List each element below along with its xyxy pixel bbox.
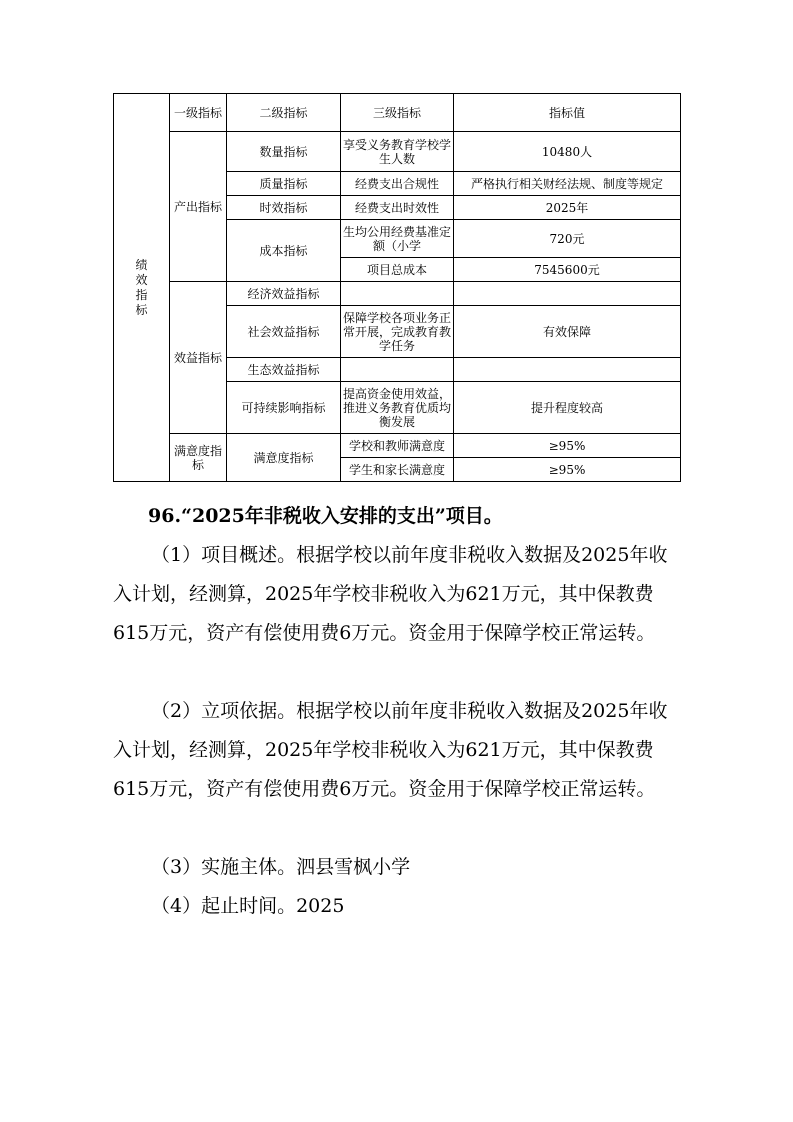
level2-cell: 成本指标: [227, 220, 341, 282]
value-cell: 2025年: [454, 196, 681, 220]
level1-output: 产出指标: [170, 132, 227, 282]
level2-cell: 满意度指标: [227, 434, 341, 482]
performance-indicator-cell: [114, 94, 170, 482]
level1-satisfaction: 满意度指标: [170, 434, 227, 482]
performance-indicator-table: [113, 93, 681, 482]
level2-cell: 可持续影响指标: [227, 382, 341, 434]
level3-cell: 保障学校各项业务正常开展，完成教育教学任务: [341, 306, 454, 358]
level3-cell: [341, 358, 454, 382]
header-level3: 三级指标: [341, 94, 454, 132]
table-row: [114, 434, 681, 458]
paragraph-entity: （3）实施主体。泗县雪枫小学: [151, 856, 411, 878]
paragraph-period: （4）起止时间。2025: [151, 895, 345, 917]
level3-cell: [341, 282, 454, 306]
level2-cell: 质量指标: [227, 172, 341, 196]
level2-cell: 社会效益指标: [227, 306, 341, 358]
value-cell: 提升程度较高: [454, 382, 681, 434]
level3-cell: 经费支出时效性: [341, 196, 454, 220]
table-row: [114, 282, 681, 306]
level3-cell: 学生和家长满意度: [341, 458, 454, 482]
value-cell: ≥95%: [454, 458, 681, 482]
value-cell: 有效保障: [454, 306, 681, 358]
value-cell: 720元: [454, 220, 681, 258]
level2-cell: 数量指标: [227, 132, 341, 172]
value-cell: [454, 282, 681, 306]
header-level1: 一级指标: [170, 94, 227, 132]
paragraph-overview: （1）项目概述。根据学校以前年度非税收入数据及2025年收入计划，经测算，2025年学校非税收入为621万元，其中保教费615万元，资产有偿使用费6万元。资金用于保障学校正常运转。: [113, 544, 668, 644]
header-value: 指标值: [454, 94, 681, 132]
section-heading: 96.“2025年非税收入安排的支出”项目。: [148, 505, 503, 527]
level2-cell: 生态效益指标: [227, 358, 341, 382]
paragraph-basis: （2）立项依据。根据学校以前年度非税收入数据及2025年收入计划，经测算，2025年学校非税收入为621万元，其中保教费615万元，资产有偿使用费6万元。资金用于保障学校正常运转。: [113, 700, 668, 800]
value-cell: [454, 358, 681, 382]
table-row: [114, 132, 681, 172]
level3-cell: 学校和教师满意度: [341, 434, 454, 458]
value-cell: ≥95%: [454, 434, 681, 458]
header-level2: 二级指标: [227, 94, 341, 132]
value-cell: 7545600元: [454, 258, 681, 282]
value-cell: 严格执行相关财经法规、制度等规定: [454, 172, 681, 196]
performance-indicator-label: 绩效指标: [135, 257, 148, 317]
level3-cell: 项目总成本: [341, 258, 454, 282]
level3-cell: 经费支出合规性: [341, 172, 454, 196]
level3-cell: 提高资金使用效益，推进义务教育优质均衡发展: [341, 382, 454, 434]
value-cell: 10480人: [454, 132, 681, 172]
level3-cell: 生均公用经费基准定额（小学: [341, 220, 454, 258]
level2-cell: 时效指标: [227, 196, 341, 220]
level3-cell: 享受义务教育学校学生人数: [341, 132, 454, 172]
level2-cell: 经济效益指标: [227, 282, 341, 306]
level1-benefit: 效益指标: [170, 282, 227, 434]
